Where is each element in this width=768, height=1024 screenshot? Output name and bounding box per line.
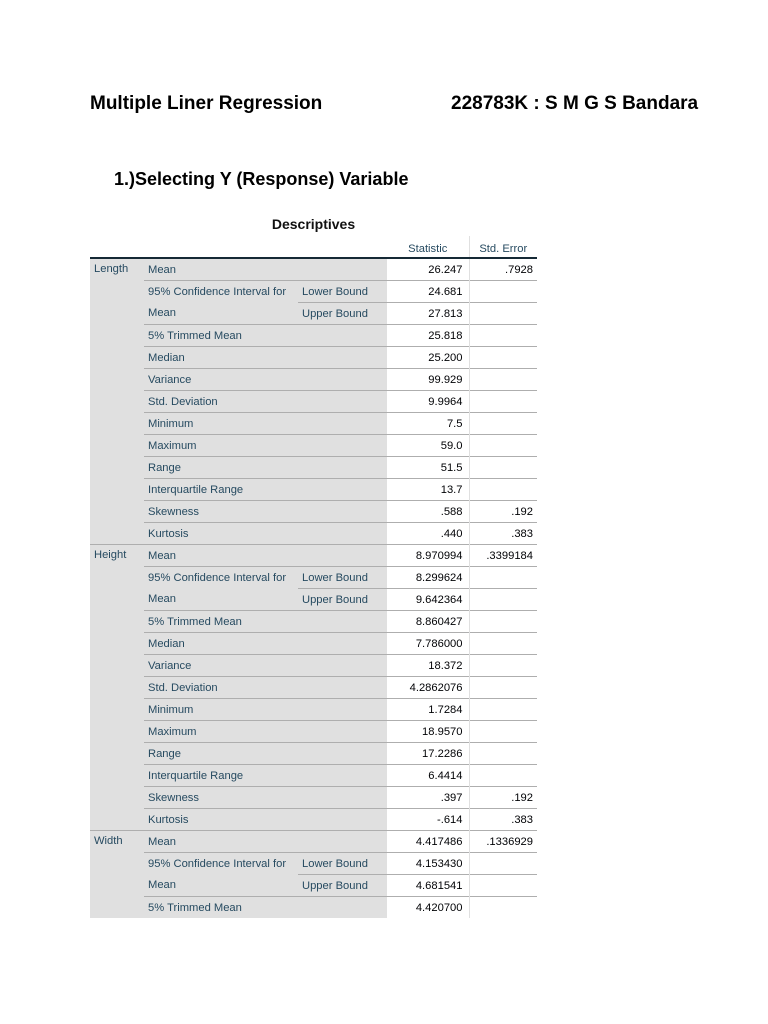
- statistic-value: 9.9964: [387, 391, 469, 413]
- statistic-label: 95% Confidence Interval for: [144, 853, 298, 875]
- table-title: Descriptives: [271, 216, 356, 232]
- bound-label: [298, 831, 387, 853]
- std-error-value: [469, 281, 537, 303]
- statistic-label: Std. Deviation: [144, 391, 298, 413]
- table-row: [90, 457, 537, 479]
- std-error-value: [469, 479, 537, 501]
- bound-label: [298, 258, 387, 281]
- statistic-label: Skewness: [144, 501, 298, 523]
- std-error-value: [469, 765, 537, 787]
- statistic-label: Range: [144, 457, 298, 479]
- header-statistic: Statistic: [387, 236, 469, 258]
- statistic-value: 7.5: [387, 413, 469, 435]
- statistic-label: Interquartile Range: [144, 765, 298, 787]
- statistic-value: 26.247: [387, 258, 469, 281]
- table-row: [90, 875, 537, 897]
- header-row: [90, 236, 537, 258]
- table-row: [90, 435, 537, 457]
- bound-label: [298, 611, 387, 633]
- table-row: [90, 743, 537, 765]
- table-row: [90, 611, 537, 633]
- std-error-value: [469, 369, 537, 391]
- statistic-label: Kurtosis: [144, 809, 298, 831]
- statistic-value: 17.2286: [387, 743, 469, 765]
- bound-label: Upper Bound: [298, 875, 387, 897]
- table-row: [90, 391, 537, 413]
- std-error-value: [469, 457, 537, 479]
- std-error-value: [469, 677, 537, 699]
- statistic-label: Mean: [144, 831, 298, 853]
- std-error-value: [469, 391, 537, 413]
- std-error-value: [469, 413, 537, 435]
- table-row: [90, 897, 537, 919]
- table-row: [90, 479, 537, 501]
- statistic-value: 1.7284: [387, 699, 469, 721]
- table-row: [90, 589, 537, 611]
- bound-label: Lower Bound: [298, 281, 387, 303]
- std-error-value: .383: [469, 523, 537, 545]
- std-error-value: [469, 347, 537, 369]
- statistic-value: 4.420700: [387, 897, 469, 919]
- statistic-value: 99.929: [387, 369, 469, 391]
- statistic-value: 8.970994: [387, 545, 469, 567]
- std-error-value: [469, 589, 537, 611]
- statistic-label: 95% Confidence Interval for: [144, 281, 298, 303]
- bound-label: [298, 677, 387, 699]
- std-error-value: [469, 655, 537, 677]
- table-header: [90, 236, 537, 258]
- statistic-label: Interquartile Range: [144, 479, 298, 501]
- statistic-value: .588: [387, 501, 469, 523]
- statistic-label: Median: [144, 347, 298, 369]
- std-error-value: .192: [469, 501, 537, 523]
- bound-label: [298, 765, 387, 787]
- statistic-value: 8.299624: [387, 567, 469, 589]
- bound-label: [298, 809, 387, 831]
- std-error-value: [469, 567, 537, 589]
- bound-label: [298, 523, 387, 545]
- bound-label: [298, 413, 387, 435]
- table-row: [90, 765, 537, 787]
- statistic-value: 18.9570: [387, 721, 469, 743]
- std-error-value: [469, 611, 537, 633]
- statistic-value: 25.818: [387, 325, 469, 347]
- bound-label: Lower Bound: [298, 567, 387, 589]
- table-row: [90, 523, 537, 545]
- variable-label: Width: [90, 831, 144, 919]
- descriptives-table-container: [90, 236, 540, 918]
- std-error-value: [469, 875, 537, 897]
- std-error-value: [469, 853, 537, 875]
- statistic-value: 18.372: [387, 655, 469, 677]
- bound-label: Upper Bound: [298, 303, 387, 325]
- statistic-label: Range: [144, 743, 298, 765]
- variable-label: Length: [90, 258, 144, 545]
- table-row: [90, 809, 537, 831]
- statistic-label: Skewness: [144, 787, 298, 809]
- table-row: [90, 853, 537, 875]
- bound-label: [298, 699, 387, 721]
- bound-label: [298, 743, 387, 765]
- statistic-value: 13.7: [387, 479, 469, 501]
- statistic-label: 5% Trimmed Mean: [144, 897, 298, 919]
- table-row: [90, 677, 537, 699]
- bound-label: [298, 721, 387, 743]
- statistic-label: Mean: [144, 875, 298, 897]
- table-row: [90, 655, 537, 677]
- statistic-value: 9.642364: [387, 589, 469, 611]
- statistic-value: 25.200: [387, 347, 469, 369]
- bound-label: [298, 787, 387, 809]
- bound-label: [298, 633, 387, 655]
- statistic-value: 4.681541: [387, 875, 469, 897]
- bound-label: [298, 501, 387, 523]
- bound-label: [298, 325, 387, 347]
- bound-label: [298, 545, 387, 567]
- statistic-label: Minimum: [144, 699, 298, 721]
- std-error-value: [469, 721, 537, 743]
- statistic-label: 5% Trimmed Mean: [144, 325, 298, 347]
- std-error-value: .383: [469, 809, 537, 831]
- bound-label: Lower Bound: [298, 853, 387, 875]
- std-error-value: [469, 699, 537, 721]
- statistic-value: 24.681: [387, 281, 469, 303]
- std-error-value: [469, 633, 537, 655]
- document-title: Multiple Liner Regression: [90, 93, 323, 114]
- table-row: [90, 501, 537, 523]
- statistic-label: Mean: [144, 589, 298, 611]
- statistic-label: Mean: [144, 258, 298, 281]
- table-row: [90, 258, 537, 281]
- table-row: [90, 567, 537, 589]
- table-row: [90, 721, 537, 743]
- statistic-value: 6.4414: [387, 765, 469, 787]
- statistic-label: 5% Trimmed Mean: [144, 611, 298, 633]
- table-row: [90, 347, 537, 369]
- variable-label: Height: [90, 545, 144, 831]
- statistic-value: 51.5: [387, 457, 469, 479]
- std-error-value: [469, 325, 537, 347]
- statistic-label: Variance: [144, 655, 298, 677]
- statistic-value: 7.786000: [387, 633, 469, 655]
- bound-label: [298, 655, 387, 677]
- bound-label: [298, 479, 387, 501]
- table-row: [90, 325, 537, 347]
- statistic-value: 59.0: [387, 435, 469, 457]
- bound-label: [298, 435, 387, 457]
- std-error-value: [469, 743, 537, 765]
- std-error-value: .192: [469, 787, 537, 809]
- statistic-label: Maximum: [144, 721, 298, 743]
- table-row: [90, 281, 537, 303]
- descriptives-table: [90, 236, 537, 918]
- statistic-value: -.614: [387, 809, 469, 831]
- table-row: [90, 699, 537, 721]
- table-row: [90, 633, 537, 655]
- document-author: 228783K : S M G S Bandara: [451, 93, 699, 114]
- statistic-value: 4.153430: [387, 853, 469, 875]
- statistic-label: Median: [144, 633, 298, 655]
- std-error-value: [469, 303, 537, 325]
- statistic-value: 4.417486: [387, 831, 469, 853]
- section-heading: 1.)Selecting Y (Response) Variable: [114, 169, 409, 189]
- bound-label: [298, 457, 387, 479]
- table-body: [90, 258, 537, 918]
- statistic-label: Std. Deviation: [144, 677, 298, 699]
- std-error-value: .1336929: [469, 831, 537, 853]
- table-row: [90, 369, 537, 391]
- statistic-label: 95% Confidence Interval for: [144, 567, 298, 589]
- table-row: [90, 413, 537, 435]
- statistic-value: .440: [387, 523, 469, 545]
- table-row: [90, 831, 537, 853]
- statistic-label: Minimum: [144, 413, 298, 435]
- statistic-label: Maximum: [144, 435, 298, 457]
- bound-label: [298, 347, 387, 369]
- statistic-value: .397: [387, 787, 469, 809]
- bound-label: [298, 391, 387, 413]
- std-error-value: .7928: [469, 258, 537, 281]
- table-row: [90, 303, 537, 325]
- header-blank: [90, 236, 387, 258]
- std-error-value: [469, 897, 537, 919]
- statistic-label: Variance: [144, 369, 298, 391]
- statistic-value: 27.813: [387, 303, 469, 325]
- statistic-label: Kurtosis: [144, 523, 298, 545]
- std-error-value: [469, 435, 537, 457]
- header-std-error: Std. Error: [469, 236, 537, 258]
- statistic-value: 4.2862076: [387, 677, 469, 699]
- table-row: [90, 545, 537, 567]
- statistic-value: 8.860427: [387, 611, 469, 633]
- statistic-label: Mean: [144, 303, 298, 325]
- statistic-label: Mean: [144, 545, 298, 567]
- std-error-value: .3399184: [469, 545, 537, 567]
- table-row: [90, 787, 537, 809]
- bound-label: [298, 897, 387, 919]
- bound-label: Upper Bound: [298, 589, 387, 611]
- bound-label: [298, 369, 387, 391]
